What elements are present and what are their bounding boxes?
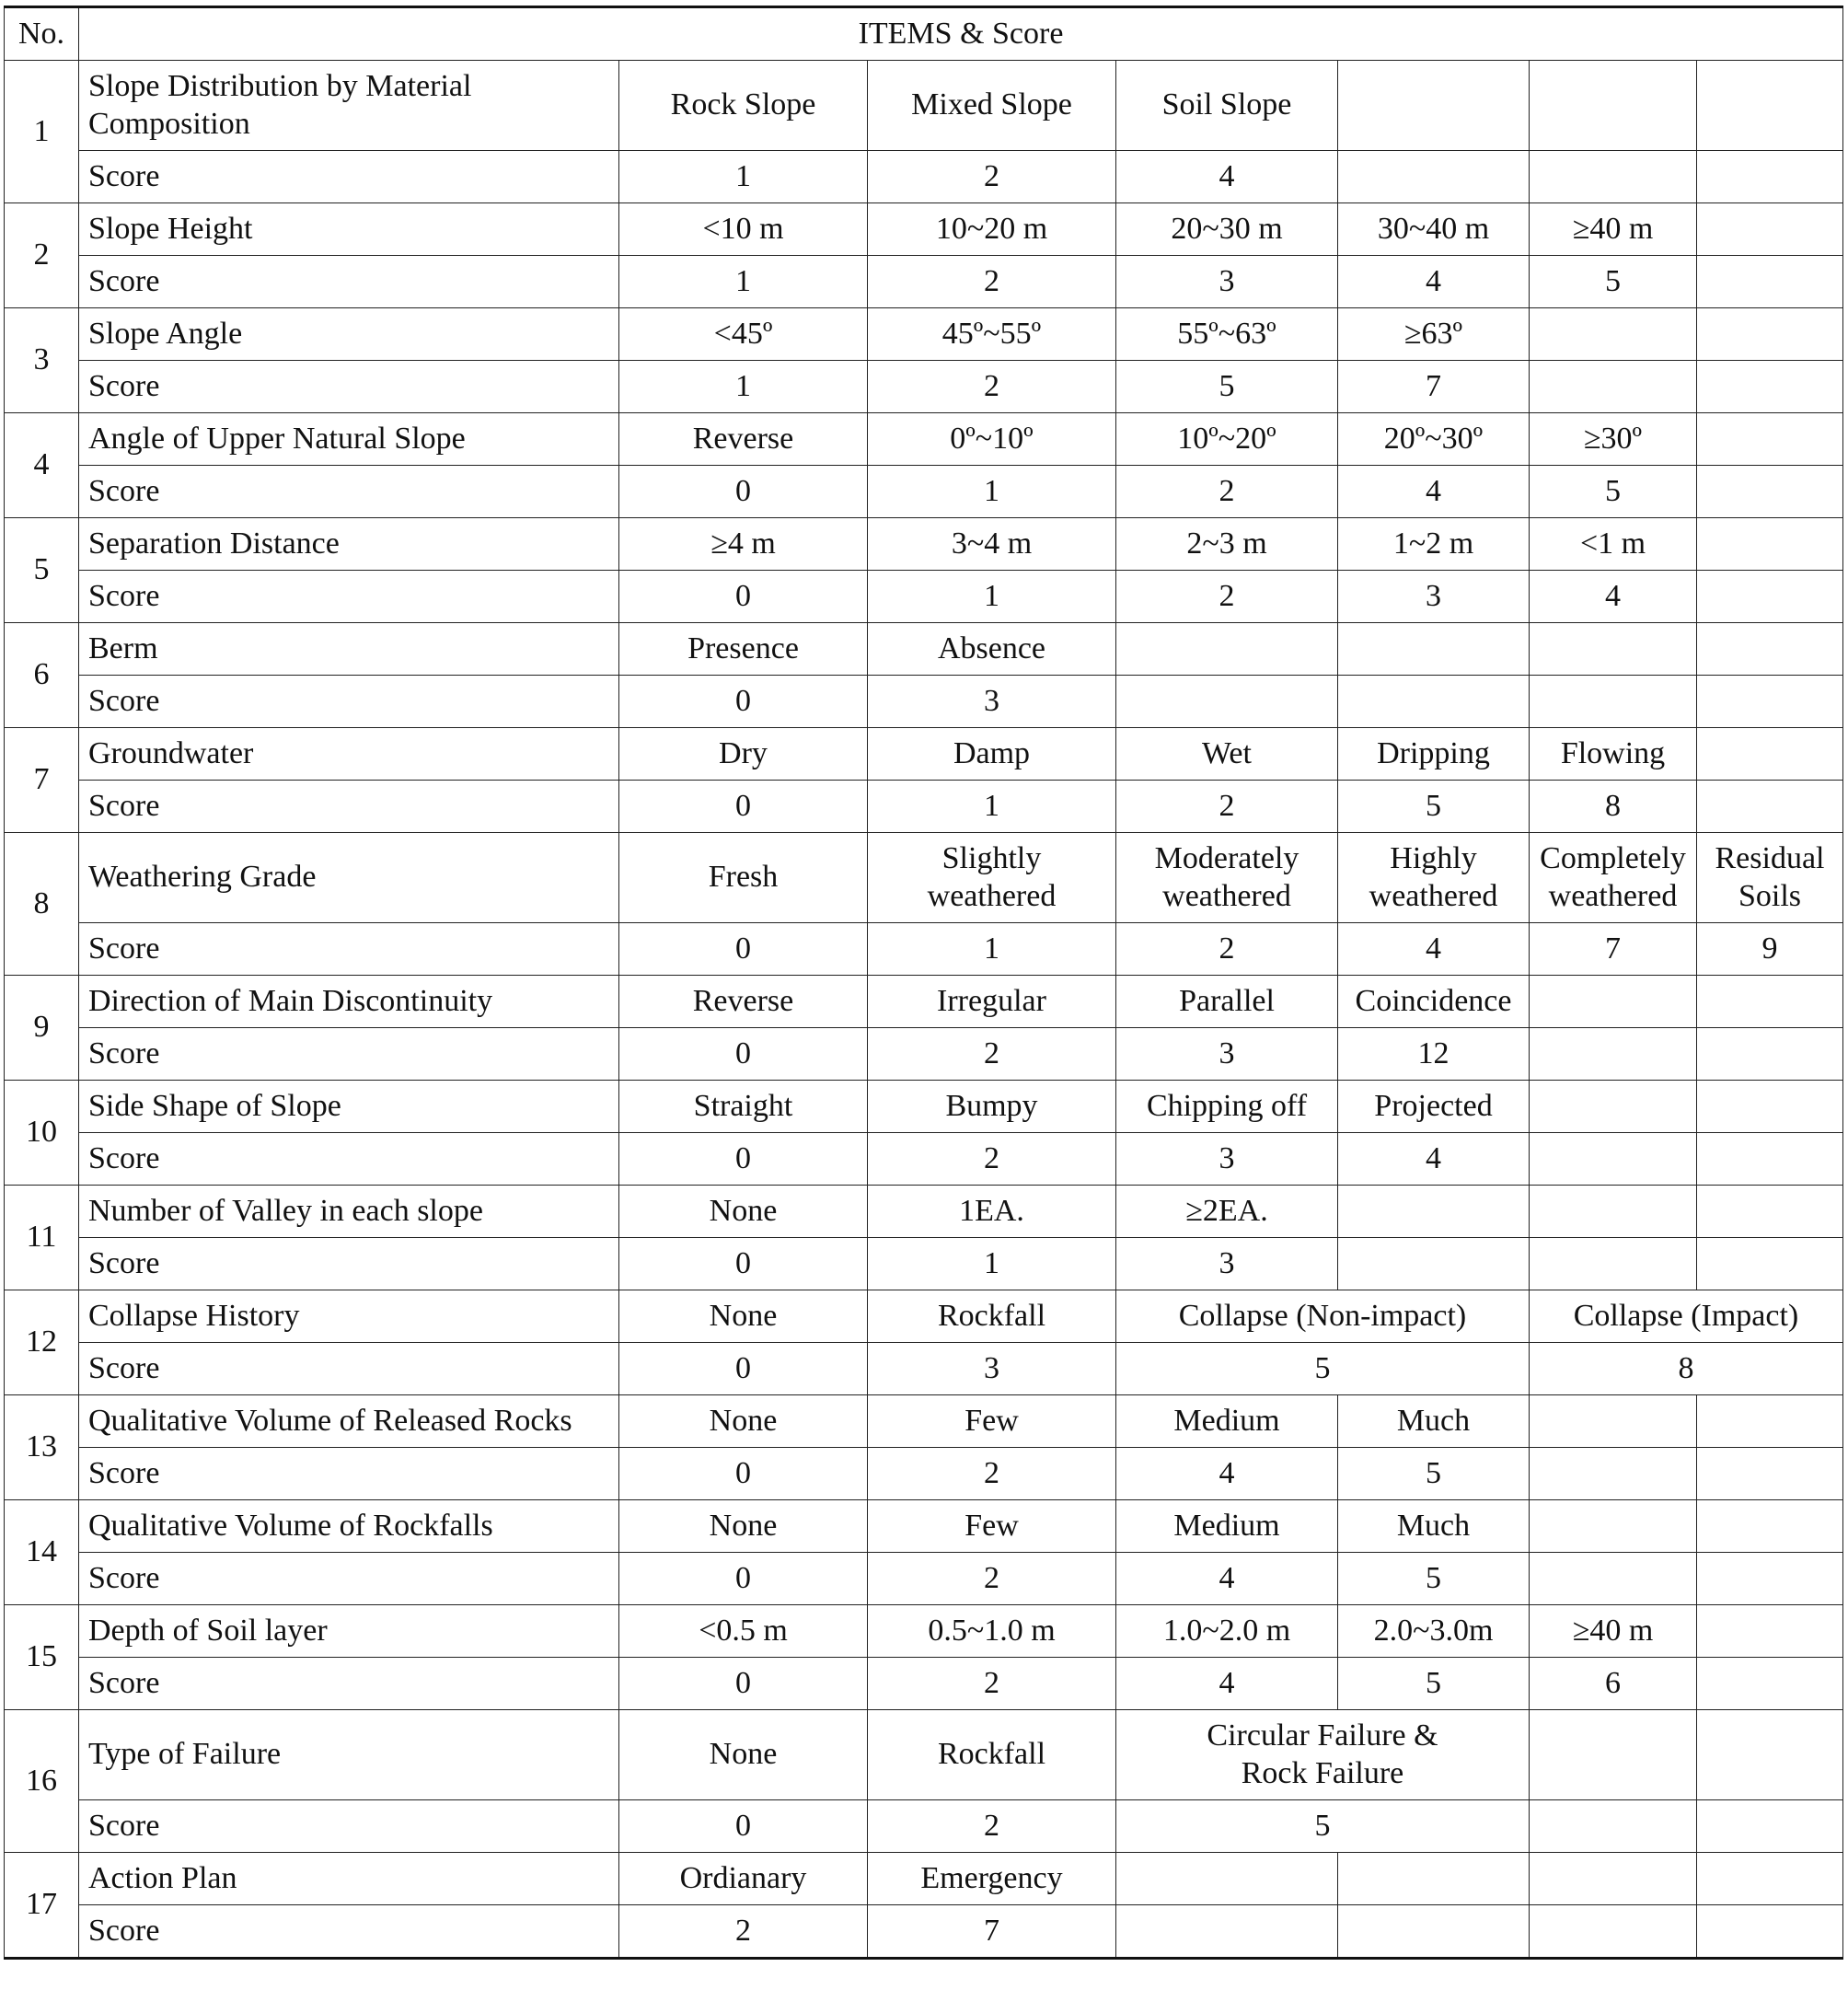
item-value <box>1697 61 1843 151</box>
item-value <box>1697 1081 1843 1133</box>
score-row <box>5 1238 1843 1290</box>
table-row <box>5 1500 1843 1553</box>
item-label: Side Shape of Slope <box>79 1081 619 1133</box>
item-value: <1 m <box>1530 518 1697 571</box>
score-value: 8 <box>1530 1343 1843 1395</box>
item-value: <45º <box>619 308 868 361</box>
item-label: Collapse History <box>79 1290 619 1343</box>
score-label: Score <box>79 256 619 308</box>
score-value: 0 <box>619 1343 868 1395</box>
score-row <box>5 923 1843 976</box>
score-label: Score <box>79 1553 619 1605</box>
item-value: Few <box>868 1395 1116 1448</box>
table-row <box>5 1290 1843 1343</box>
item-value <box>1697 308 1843 361</box>
table-row <box>5 1186 1843 1238</box>
score-value <box>1338 1238 1530 1290</box>
score-value <box>1697 571 1843 623</box>
score-value: 0 <box>619 1028 868 1081</box>
item-value <box>1116 623 1338 676</box>
row-number: 10 <box>5 1081 79 1186</box>
score-value: 2 <box>1116 923 1338 976</box>
score-value: 3 <box>1116 1028 1338 1081</box>
item-value <box>1338 623 1530 676</box>
table-row <box>5 623 1843 676</box>
score-value: 2 <box>868 1800 1116 1853</box>
item-value: Reverse <box>619 976 868 1028</box>
score-value: 3 <box>1338 571 1530 623</box>
score-value: 4 <box>1338 466 1530 518</box>
score-row <box>5 1133 1843 1186</box>
score-value <box>1530 1553 1697 1605</box>
score-value: 3 <box>1116 1238 1338 1290</box>
slope-score-table <box>4 6 1843 1960</box>
score-value <box>1697 1905 1843 1959</box>
score-value <box>1697 1448 1843 1500</box>
table-row <box>5 1081 1843 1133</box>
item-value: Completely weathered <box>1530 833 1697 923</box>
score-value <box>1530 151 1697 203</box>
item-value: 2~3 m <box>1116 518 1338 571</box>
item-label: Qualitative Volume of Released Rocks <box>79 1395 619 1448</box>
score-value: 1 <box>619 256 868 308</box>
score-row <box>5 1905 1843 1959</box>
item-value <box>1530 1853 1697 1905</box>
score-label: Score <box>79 1238 619 1290</box>
score-value: 2 <box>868 256 1116 308</box>
item-value: Dripping <box>1338 728 1530 781</box>
row-number: 14 <box>5 1500 79 1605</box>
score-label: Score <box>79 1658 619 1710</box>
item-value: Flowing <box>1530 728 1697 781</box>
score-row <box>5 151 1843 203</box>
item-value: Rockfall <box>868 1710 1116 1800</box>
score-value <box>1530 1448 1697 1500</box>
row-number: 16 <box>5 1710 79 1853</box>
table-row <box>5 833 1843 923</box>
item-value: 0º~10º <box>868 413 1116 466</box>
item-value: Much <box>1338 1395 1530 1448</box>
item-value: Highly weathered <box>1338 833 1530 923</box>
score-value: 2 <box>868 1658 1116 1710</box>
score-value <box>1338 1905 1530 1959</box>
score-row <box>5 256 1843 308</box>
score-value <box>1530 1133 1697 1186</box>
score-row <box>5 1448 1843 1500</box>
item-value: None <box>619 1710 868 1800</box>
score-value: 2 <box>868 1553 1116 1605</box>
item-value: Medium <box>1116 1395 1338 1448</box>
score-row <box>5 1800 1843 1853</box>
item-value: Collapse (Impact) <box>1530 1290 1843 1343</box>
score-row <box>5 1658 1843 1710</box>
score-value: 3 <box>868 1343 1116 1395</box>
score-label: Score <box>79 1800 619 1853</box>
score-value: 4 <box>1116 1553 1338 1605</box>
item-value: None <box>619 1395 868 1448</box>
item-value: Emergency <box>868 1853 1116 1905</box>
score-value <box>1697 1553 1843 1605</box>
item-label: Qualitative Volume of Rockfalls <box>79 1500 619 1553</box>
score-value: 2 <box>868 151 1116 203</box>
score-value <box>1530 1238 1697 1290</box>
item-value: ≥40 m <box>1530 203 1697 256</box>
header-row <box>5 7 1843 61</box>
score-value: 4 <box>1338 256 1530 308</box>
score-value: 5 <box>1116 1343 1530 1395</box>
item-value <box>1116 1853 1338 1905</box>
item-value: ≥63º <box>1338 308 1530 361</box>
table-row <box>5 728 1843 781</box>
item-label: Slope Angle <box>79 308 619 361</box>
score-label: Score <box>79 1905 619 1959</box>
row-number: 8 <box>5 833 79 976</box>
item-value: Irregular <box>868 976 1116 1028</box>
item-value <box>1338 1186 1530 1238</box>
item-value: Presence <box>619 623 868 676</box>
score-value: 5 <box>1338 781 1530 833</box>
row-number: 13 <box>5 1395 79 1500</box>
item-value: Rockfall <box>868 1290 1116 1343</box>
header-items-score: ITEMS & Score <box>79 7 1843 61</box>
table-row <box>5 1853 1843 1905</box>
item-value: Chipping off <box>1116 1081 1338 1133</box>
item-value: Collapse (Non-impact) <box>1116 1290 1530 1343</box>
item-value: 1~2 m <box>1338 518 1530 571</box>
score-value <box>1338 151 1530 203</box>
score-value: 0 <box>619 1448 868 1500</box>
item-value: Soil Slope <box>1116 61 1338 151</box>
score-value: 4 <box>1116 1658 1338 1710</box>
score-label: Score <box>79 923 619 976</box>
item-value <box>1530 1710 1697 1800</box>
score-value <box>1697 781 1843 833</box>
score-value: 0 <box>619 676 868 728</box>
score-value: 4 <box>1338 1133 1530 1186</box>
score-value: 4 <box>1530 571 1697 623</box>
item-value: 1EA. <box>868 1186 1116 1238</box>
score-value <box>1697 1238 1843 1290</box>
item-value: Moderately weathered <box>1116 833 1338 923</box>
item-value: 0.5~1.0 m <box>868 1605 1116 1658</box>
item-value: Dry <box>619 728 868 781</box>
item-value: ≥30º <box>1530 413 1697 466</box>
item-value <box>1530 1186 1697 1238</box>
score-value: 5 <box>1338 1658 1530 1710</box>
score-value: 7 <box>868 1905 1116 1959</box>
item-value <box>1530 1500 1697 1553</box>
item-value <box>1697 203 1843 256</box>
score-row <box>5 571 1843 623</box>
score-value: 4 <box>1116 1448 1338 1500</box>
item-value <box>1697 1500 1843 1553</box>
item-label: Separation Distance <box>79 518 619 571</box>
item-label: Weathering Grade <box>79 833 619 923</box>
score-value <box>1697 676 1843 728</box>
score-value: 5 <box>1338 1448 1530 1500</box>
item-value: None <box>619 1290 868 1343</box>
item-value: Much <box>1338 1500 1530 1553</box>
score-value: 3 <box>1116 256 1338 308</box>
score-value: 0 <box>619 923 868 976</box>
table-row <box>5 1395 1843 1448</box>
score-value: 5 <box>1116 1800 1530 1853</box>
item-label: Depth of Soil layer <box>79 1605 619 1658</box>
score-label: Score <box>79 151 619 203</box>
score-label: Score <box>79 781 619 833</box>
item-value <box>1697 413 1843 466</box>
score-value: 2 <box>868 1133 1116 1186</box>
item-value: 10~20 m <box>868 203 1116 256</box>
score-value: 3 <box>868 676 1116 728</box>
score-value: 5 <box>1116 361 1338 413</box>
item-value: Projected <box>1338 1081 1530 1133</box>
item-value: Circular Failure & Rock Failure <box>1116 1710 1530 1800</box>
row-number: 15 <box>5 1605 79 1710</box>
row-number: 6 <box>5 623 79 728</box>
score-value: 7 <box>1338 361 1530 413</box>
score-value: 0 <box>619 466 868 518</box>
item-value <box>1697 518 1843 571</box>
row-number: 17 <box>5 1853 79 1959</box>
score-value <box>1697 361 1843 413</box>
score-value: 0 <box>619 1133 868 1186</box>
score-value: 1 <box>868 1238 1116 1290</box>
item-value <box>1697 623 1843 676</box>
row-number: 12 <box>5 1290 79 1395</box>
item-label: Angle of Upper Natural Slope <box>79 413 619 466</box>
item-value: Rock Slope <box>619 61 868 151</box>
item-value: Medium <box>1116 1500 1338 1553</box>
score-value: 1 <box>619 151 868 203</box>
score-row <box>5 676 1843 728</box>
item-value: 1.0~2.0 m <box>1116 1605 1338 1658</box>
score-value: 1 <box>619 361 868 413</box>
item-label: Direction of Main Discontinuity <box>79 976 619 1028</box>
score-value: 7 <box>1530 923 1697 976</box>
score-label: Score <box>79 676 619 728</box>
item-value: Residual Soils <box>1697 833 1843 923</box>
table-row <box>5 413 1843 466</box>
score-value <box>1697 1800 1843 1853</box>
score-value: 2 <box>619 1905 868 1959</box>
score-value <box>1530 1800 1697 1853</box>
score-value: 12 <box>1338 1028 1530 1081</box>
score-value: 2 <box>1116 466 1338 518</box>
item-value <box>1697 1853 1843 1905</box>
score-row <box>5 1553 1843 1605</box>
item-value: Few <box>868 1500 1116 1553</box>
item-value: Reverse <box>619 413 868 466</box>
item-value <box>1697 1186 1843 1238</box>
item-value: Coincidence <box>1338 976 1530 1028</box>
item-value: None <box>619 1500 868 1553</box>
score-value: 2 <box>1116 571 1338 623</box>
item-value <box>1530 61 1697 151</box>
item-value <box>1530 308 1697 361</box>
score-value: 2 <box>1116 781 1338 833</box>
item-value: Fresh <box>619 833 868 923</box>
score-value <box>1697 1658 1843 1710</box>
header-no: No. <box>5 7 79 61</box>
score-value: 3 <box>1116 1133 1338 1186</box>
item-value <box>1697 1605 1843 1658</box>
item-value: Bumpy <box>868 1081 1116 1133</box>
score-value <box>1697 466 1843 518</box>
item-value: Mixed Slope <box>868 61 1116 151</box>
score-value: 8 <box>1530 781 1697 833</box>
score-label: Score <box>79 466 619 518</box>
score-value <box>1338 676 1530 728</box>
table-row <box>5 61 1843 151</box>
item-value <box>1697 1710 1843 1800</box>
score-value: 1 <box>868 781 1116 833</box>
score-table-container <box>4 6 1842 1960</box>
score-row <box>5 781 1843 833</box>
item-value: Damp <box>868 728 1116 781</box>
row-number: 3 <box>5 308 79 413</box>
score-value: 5 <box>1338 1553 1530 1605</box>
score-value: 0 <box>619 1553 868 1605</box>
score-value: 2 <box>868 1028 1116 1081</box>
table-row <box>5 976 1843 1028</box>
score-row <box>5 1343 1843 1395</box>
score-value <box>1697 1028 1843 1081</box>
row-number: 9 <box>5 976 79 1081</box>
table-row <box>5 308 1843 361</box>
score-label: Score <box>79 1448 619 1500</box>
item-value: Ordianary <box>619 1853 868 1905</box>
item-value: <0.5 m <box>619 1605 868 1658</box>
item-value: 20º~30º <box>1338 413 1530 466</box>
item-value <box>1697 1395 1843 1448</box>
score-value <box>1530 1028 1697 1081</box>
item-value <box>1530 623 1697 676</box>
item-value <box>1530 1081 1697 1133</box>
row-number: 4 <box>5 413 79 518</box>
item-label: Berm <box>79 623 619 676</box>
item-value: Slightly weathered <box>868 833 1116 923</box>
row-number: 7 <box>5 728 79 833</box>
row-number: 2 <box>5 203 79 308</box>
score-label: Score <box>79 361 619 413</box>
score-row <box>5 361 1843 413</box>
item-value <box>1697 976 1843 1028</box>
score-value: 4 <box>1116 151 1338 203</box>
item-value <box>1338 1853 1530 1905</box>
item-value: 55º~63º <box>1116 308 1338 361</box>
score-value <box>1116 676 1338 728</box>
item-value: Absence <box>868 623 1116 676</box>
item-value: 3~4 m <box>868 518 1116 571</box>
row-number: 1 <box>5 61 79 203</box>
item-value: <10 m <box>619 203 868 256</box>
score-value <box>1530 676 1697 728</box>
item-label: Number of Valley in each slope <box>79 1186 619 1238</box>
item-value <box>1697 728 1843 781</box>
item-value: Straight <box>619 1081 868 1133</box>
score-value: 5 <box>1530 256 1697 308</box>
item-value: 2.0~3.0m <box>1338 1605 1530 1658</box>
item-value <box>1530 1395 1697 1448</box>
item-value: ≥2EA. <box>1116 1186 1338 1238</box>
score-value: 0 <box>619 1238 868 1290</box>
item-value: ≥40 m <box>1530 1605 1697 1658</box>
row-number: 5 <box>5 518 79 623</box>
score-value: 0 <box>619 1658 868 1710</box>
score-value: 9 <box>1697 923 1843 976</box>
item-label: Slope Height <box>79 203 619 256</box>
table-row <box>5 518 1843 571</box>
score-value: 5 <box>1530 466 1697 518</box>
score-row <box>5 1028 1843 1081</box>
item-value: 30~40 m <box>1338 203 1530 256</box>
item-value: None <box>619 1186 868 1238</box>
item-value: 20~30 m <box>1116 203 1338 256</box>
score-value: 2 <box>868 361 1116 413</box>
score-value: 1 <box>868 571 1116 623</box>
score-value: 1 <box>868 466 1116 518</box>
table-row <box>5 1710 1843 1800</box>
score-value: 0 <box>619 1800 868 1853</box>
item-value <box>1530 976 1697 1028</box>
score-value <box>1116 1905 1338 1959</box>
score-label: Score <box>79 1343 619 1395</box>
score-value: 0 <box>619 781 868 833</box>
item-value <box>1338 61 1530 151</box>
item-value: 10º~20º <box>1116 413 1338 466</box>
score-label: Score <box>79 571 619 623</box>
score-value <box>1530 361 1697 413</box>
score-value: 6 <box>1530 1658 1697 1710</box>
score-value <box>1697 1133 1843 1186</box>
item-value: Parallel <box>1116 976 1338 1028</box>
item-label: Groundwater <box>79 728 619 781</box>
item-label: Action Plan <box>79 1853 619 1905</box>
score-row <box>5 466 1843 518</box>
item-label: Slope Distribution by Material Composition <box>79 61 619 151</box>
score-value <box>1697 256 1843 308</box>
score-value: 0 <box>619 571 868 623</box>
score-value <box>1697 151 1843 203</box>
item-value: Wet <box>1116 728 1338 781</box>
score-value: 2 <box>868 1448 1116 1500</box>
item-value: 45º~55º <box>868 308 1116 361</box>
table-row <box>5 1605 1843 1658</box>
score-value: 1 <box>868 923 1116 976</box>
item-value: ≥4 m <box>619 518 868 571</box>
row-number: 11 <box>5 1186 79 1290</box>
item-label: Type of Failure <box>79 1710 619 1800</box>
score-value: 4 <box>1338 923 1530 976</box>
score-label: Score <box>79 1028 619 1081</box>
table-row <box>5 203 1843 256</box>
score-label: Score <box>79 1133 619 1186</box>
score-value <box>1530 1905 1697 1959</box>
